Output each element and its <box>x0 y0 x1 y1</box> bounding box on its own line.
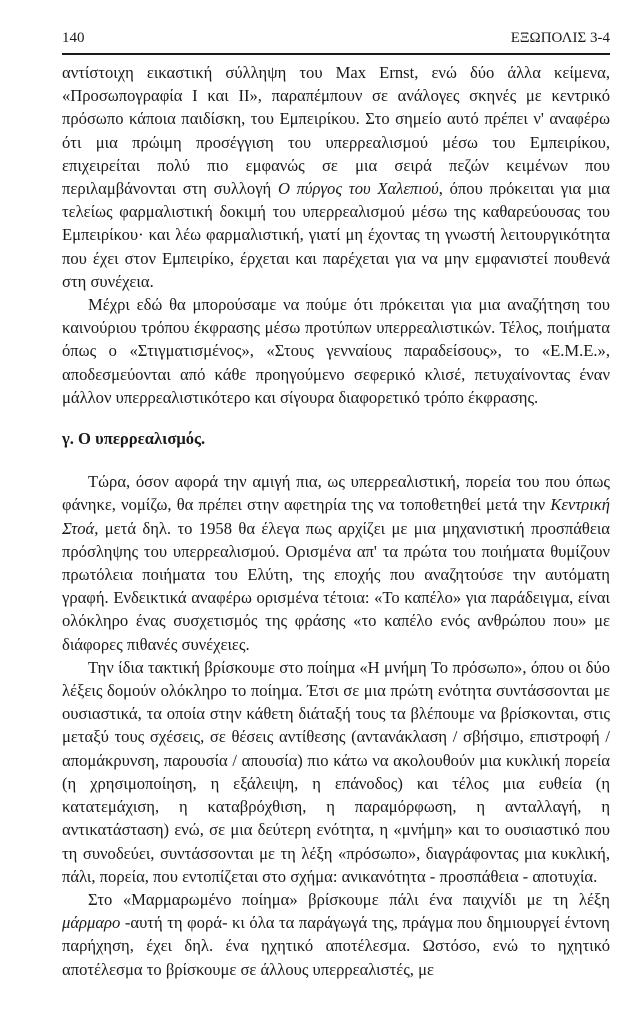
text-run: -αυτή τη φορά- κι όλα τα παράγωγά της, πράγμα που δημιουργεί έντονη παρήχηση, έχει δηλ. ένα ηχητικό αποτέλεσμα. Ωστόσο, ενώ το ηχητικό αποτέλεσμα το βρίσκουμε σε άλλους υπερρεαλιστές, με <box>62 913 610 979</box>
text-run: , μετά δηλ. το 1958 θα έλεγα πως αρχίζει με μια μηχανιστική προσπάθεια πρόσληψης του υπερρεαλισμού. Ορισμένα απ' τα πρώτα του ποιήματα θυμίζουν πρωτόλεια ποιήματα του Ελύτη, της εποχής που αναζητούσε την αυτόματη γραφή. Ενδεικτικά αναφέρω ορισμένα τέτοια: «Το καπέλο» για παράδειγμα, είναι ολόκληρο ένας συσχετισμός της φράσης «το καπέλο ενός ανθρώπου που» με διάφορες πιθανές συνέχειες. <box>62 518 610 654</box>
text-run: αντίστοιχη εικαστική σύλληψη του Max Ernst, ενώ δύο άλλα κείμενα, «Προσωπογραφία I και II», παραπέμπουν σε ανάλογες σκηνές με κεντρικό πρόσωπο κάποια παιδίσκη, του Εμπειρίκου. Στο σημείο αυτό πρέπει ν' αναφέρω ότι μια πρώιμη προσέγγιση του υπερρεαλισμού μέσω του Εμπειρίκου, επιχειρείται πολύ πιο εμφανώς σε μια σειρά πεζών κειμένων που περιλαμβάνονται στη συλλογή <box>62 63 610 199</box>
paragraph: Μέχρι εδώ θα μπορούσαμε να πούμε ότι πρόκειται για μια αναζήτηση του καινούριου τρόπου έκφρασης μέσω προτύπων υπερρεαλιστικών. Τέλος, ποιήματα όπως ο «Στιγματισμένος», «Στους γενναίους παραδείσους», το «Ε.Μ.Ε.», αποδεσμεύονται από κάθε προηγούμενο σεφερικό κλισέ, πετυχαίνοντας έναν μάλλον υπερρεαλιστικότερο και σίγουρα διαφορετικό τρόπο έκφρασης. <box>62 295 610 407</box>
italic-title: Κεντρική Στοά <box>62 495 610 538</box>
italic-word: μάρμαρο <box>62 913 121 933</box>
header-rule <box>62 53 610 55</box>
text-run: Τώρα, όσον αφορά την αμιγή πια, ως υπερρεαλιστική, πορεία του που όπως φάνηκε, νομίζω, θα πρέπει στην αφετηρία της να τοποθετηθεί μετά την <box>62 472 610 515</box>
italic-title: Ο πύργος του Χαλεπιού <box>277 179 439 199</box>
paragraph <box>62 61 610 293</box>
journal-title: ΕΞΩΠΟΛΙΣ 3-4 <box>510 30 610 46</box>
text-run: , όπου πρόκειται για μια τελείως φαρμαλιστική δοκιμή του υπερρεαλισμού μέσω της καθαρεύουσας του Εμπειρίκου· και λέω φαρμαλιστική, γιατί μη έχοντας τη γνωστή λειτουργικότητα που έχει στον Εμπειρίκο, έρχεται και παρέχεται για να μην εμφανιστεί πουθενά στη συνέχεια. <box>62 179 610 291</box>
paragraph <box>62 888 610 981</box>
text-run: Στο «Μαρμαρωμένο ποίημα» βρίσκουμε πάλι ένα παιχνίδι με τη λέξη <box>88 889 610 909</box>
page-number: 140 <box>62 30 85 46</box>
section-heading: γ. Ο υπερρεαλισμός. <box>62 429 206 449</box>
paragraph: Την ίδια τακτική βρίσκουμε στο ποίημα «Η μνήμη Το πρόσωπο», όπου οι δύο λέξεις δομούν ολόκληρο το ποίημα. Έτσι σε μια πρώτη ενότητα συντάσσονται με ουσιαστικά, τα οποία στην κάθετη διάταξή τους τα βλέπουμε να βρίσκονται, στις μεταξύ τους σχέσεις, σε θέσεις αντίθεσης (αντανάκλαση / σβήσιμο, επιστροφή / απομάκρυνση, παρουσία / απουσία) πιο κάτω να ακολουθούν μια κυκλική πορεία (η χρησιμοποίηση, η εξάλειψη, η επάνοδος) και τέλος μια ευθεία (η κατατεμάχιση, η καταβρόχθιση, η παραμόρφωση, η ανταλλαγή, η αντικατάσταση) ενώ, σε μια δεύτερη ενότητα, η «μνήμη» και το ουσιαστικό που τη συνοδεύει, συντάσσονται με τη λέξη «πρόσωπο», διαγράφοντας μια κυκλική, πάλι, πορεία, που εντοπίζεται στο σχήμα: ανικανότητα - προσπάθεια - αποτυχία. <box>62 657 610 886</box>
paragraph <box>62 470 610 656</box>
body-text <box>62 61 610 981</box>
running-header <box>62 30 610 47</box>
